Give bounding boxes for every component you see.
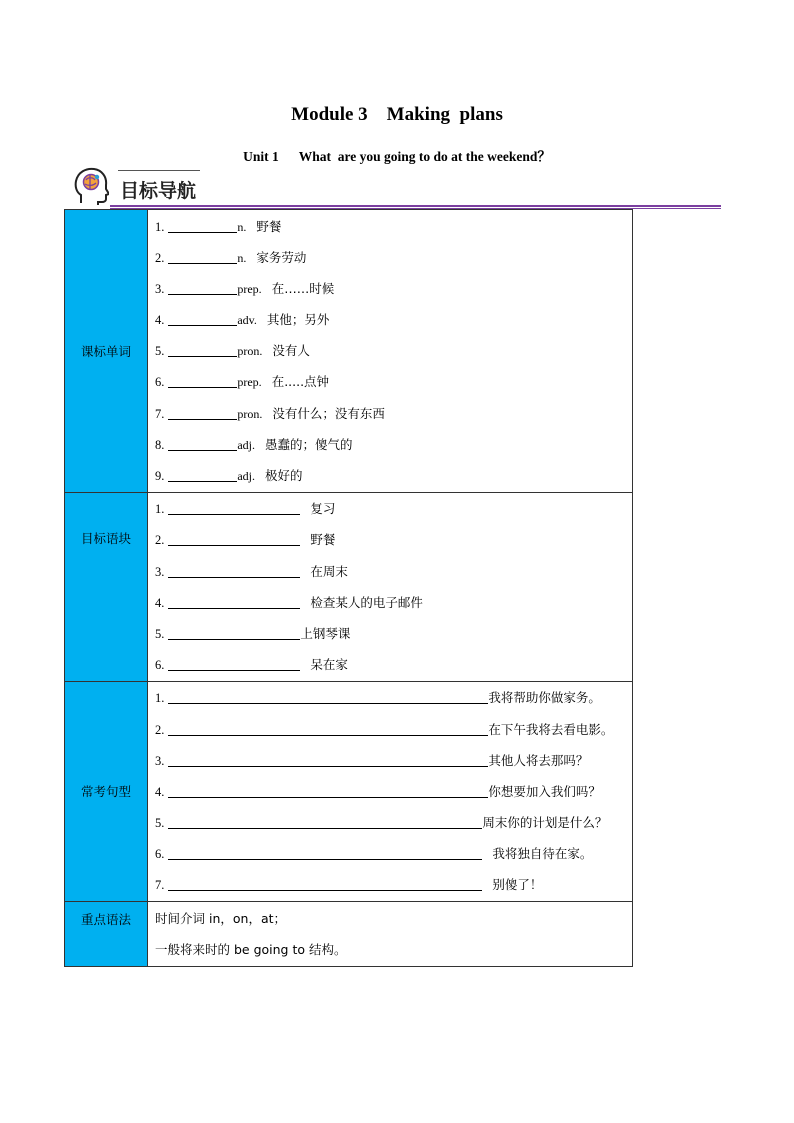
banner-top-rule <box>118 170 200 171</box>
grammar-content <box>148 902 633 966</box>
worksheet-table <box>64 209 633 967</box>
vocab-item: 8. adj. 愚蠢的；傻气的 <box>155 436 353 452</box>
answer-blank[interactable] <box>168 531 300 546</box>
vocab-row <box>65 210 633 493</box>
phrase-item: 3. 在周末 <box>155 563 348 579</box>
sentences-row <box>65 681 633 901</box>
grammar-label: 重点语法 <box>65 902 148 966</box>
answer-blank[interactable] <box>168 311 237 326</box>
answer-blank[interactable] <box>168 500 300 515</box>
vocab-item: 6. prep. 在.....点钟 <box>155 374 330 390</box>
vocab-item: 9. adj. 极好的 <box>155 468 303 483</box>
vocab-item: 2. n. 家务劳动 <box>155 249 307 265</box>
sentence-item: 4. 你想要加入我们吗？ <box>155 783 601 799</box>
vocab-item: 3. prep. 在……时候 <box>155 280 335 296</box>
phrase-item: 2. 野餐 <box>155 532 336 548</box>
answer-blank[interactable] <box>168 594 300 609</box>
sentence-item: 2. 在下午我将去看电影。 <box>155 721 614 737</box>
phrases-row <box>65 492 633 681</box>
grammar-line: 一般将来时的 be going to 结构。 <box>155 941 347 957</box>
phrase-item: 5. 上钢琴课 <box>155 625 351 641</box>
answer-blank[interactable] <box>168 342 237 357</box>
phrase-item: 1. 复习 <box>155 501 336 517</box>
sentences-label: 常考句型 <box>65 681 148 901</box>
sentences-content <box>148 681 633 901</box>
answer-blank[interactable] <box>168 625 300 640</box>
sentence-item: 1. 我将帮助你做家务。 <box>155 690 601 706</box>
answer-blank[interactable] <box>168 563 300 578</box>
grammar-line: 时间介词 in，on，at； <box>155 910 287 926</box>
vocab-item: 1. n. 野餐 <box>155 218 282 234</box>
sentence-item: 6. 我将独自待在家。 <box>155 846 593 862</box>
answer-blank[interactable] <box>168 249 237 264</box>
answer-blank[interactable] <box>168 467 237 482</box>
unit-subtitle: Unit 1 What are you going to do at the weekend？ <box>243 149 551 164</box>
phrases-content <box>148 492 633 681</box>
sentence-item: 3. 其他人将去那吗？ <box>155 752 589 768</box>
module-title: Module 3 Making plans <box>291 104 503 125</box>
banner-divider <box>110 205 721 207</box>
answer-blank[interactable] <box>168 656 300 671</box>
answer-blank[interactable] <box>168 280 237 295</box>
vocab-item: 5. pron. 没有人 <box>155 343 310 359</box>
answer-blank[interactable] <box>168 783 488 798</box>
phrase-item: 4. 检查某人的电子邮件 <box>155 594 423 610</box>
vocab-label: 课标单词 <box>65 210 148 493</box>
sentence-item: 5. 周末你的计划是什么？ <box>155 815 608 831</box>
answer-blank[interactable] <box>168 373 237 388</box>
answer-blank[interactable] <box>168 876 482 891</box>
grammar-row <box>65 902 633 966</box>
answer-blank[interactable] <box>168 752 488 767</box>
answer-blank[interactable] <box>168 845 482 860</box>
answer-blank[interactable] <box>168 218 237 233</box>
sentence-item: 7. 别傻了！ <box>155 877 543 893</box>
phrases-label: 目标语块 <box>65 492 148 681</box>
vocab-item: 4. adv. 其他；另外 <box>155 312 330 328</box>
answer-blank[interactable] <box>168 405 237 420</box>
answer-blank[interactable] <box>168 689 488 704</box>
phrase-item: 6. 呆在家 <box>155 657 348 673</box>
answer-blank[interactable] <box>168 814 482 829</box>
answer-blank[interactable] <box>168 436 237 451</box>
vocab-content <box>148 210 633 493</box>
brain-head-icon <box>73 167 109 205</box>
banner-label: 目标导航 <box>120 180 197 202</box>
vocab-item: 7. pron. 没有什么；没有东西 <box>155 405 385 421</box>
answer-blank[interactable] <box>168 721 488 736</box>
